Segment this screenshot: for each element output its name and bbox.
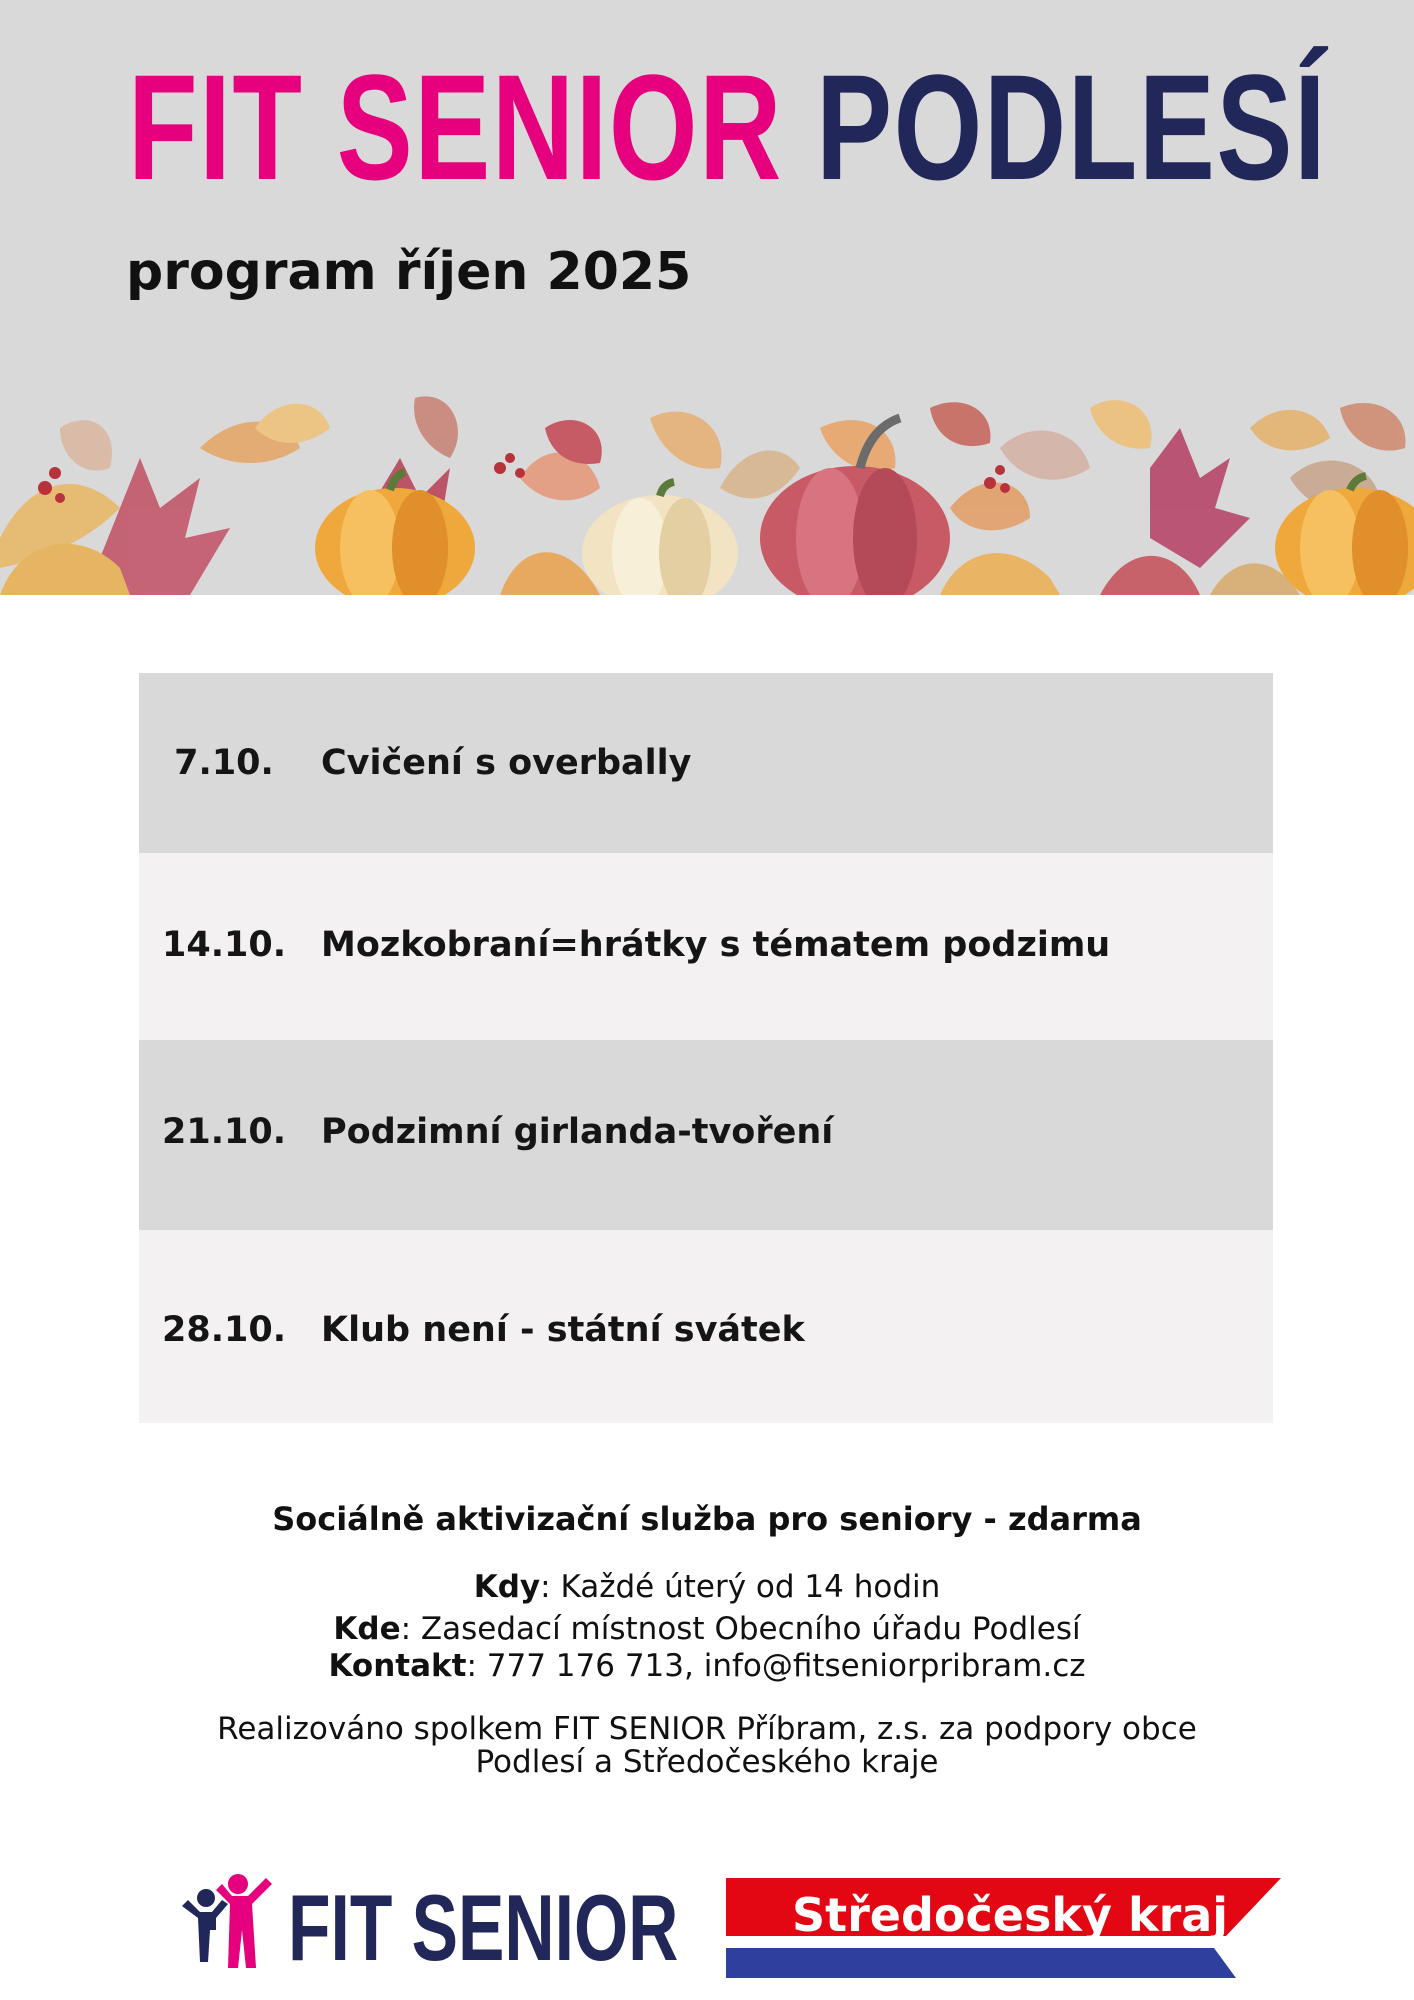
schedule-row xyxy=(139,853,1273,1040)
page-title xyxy=(128,43,1328,211)
info-when xyxy=(0,1569,1414,1605)
header-banner xyxy=(0,0,1414,595)
stredocesky-kraj-logo xyxy=(726,1878,1286,1978)
schedule-row xyxy=(139,673,1273,853)
contact-value: : 777 176 713, info@fitseniorpribram.cz xyxy=(466,1648,1086,1684)
info-contact xyxy=(0,1648,1414,1684)
when-value: : Každé úterý od 14 hodin xyxy=(540,1569,941,1605)
schedule-event: Cvičení s overbally xyxy=(321,743,692,783)
credit-line-2: Podlesí a Středočeského kraje xyxy=(475,1744,939,1780)
autumn-garland-illustration xyxy=(0,388,1414,595)
schedule-date: 14.10. xyxy=(161,925,286,965)
title-podlesi: PODLESÍ xyxy=(816,43,1328,211)
where-label: Kde xyxy=(333,1611,401,1647)
schedule-row xyxy=(139,1230,1273,1423)
fit-senior-figures-icon xyxy=(176,1870,286,1980)
schedule-date: 7.10. xyxy=(174,743,274,783)
kraj-logo-text: Středočeský kraj xyxy=(792,1888,1229,1942)
schedule-event: Klub není - státní svátek xyxy=(321,1310,805,1350)
title-fit-senior: FIT SENIOR xyxy=(128,43,783,211)
credit-line-1: Realizováno spolkem FIT SENIOR Příbram, z.s. za podpory obce xyxy=(217,1711,1197,1747)
page-subtitle: program říjen 2025 xyxy=(126,242,692,302)
fit-senior-logo-text: FIT SENIOR xyxy=(288,1875,679,1980)
schedule-date: 28.10. xyxy=(161,1310,286,1350)
schedule-row xyxy=(139,1040,1273,1230)
where-value: : Zasedací místnost Obecního úřadu Podlesí xyxy=(400,1611,1081,1647)
when-label: Kdy xyxy=(473,1569,541,1605)
contact-label: Kontakt xyxy=(328,1648,467,1684)
fit-senior-logo xyxy=(176,1870,679,1980)
program-schedule xyxy=(139,673,1273,1423)
schedule-event: Podzimní girlanda-tvoření xyxy=(321,1112,834,1152)
schedule-date: 21.10. xyxy=(161,1112,286,1152)
service-description: Sociálně aktivizační služba pro seniory - zdarma xyxy=(272,1500,1142,1538)
schedule-event: Mozkobraní=hrátky s tématem podzimu xyxy=(321,925,1111,965)
info-where xyxy=(0,1611,1414,1647)
